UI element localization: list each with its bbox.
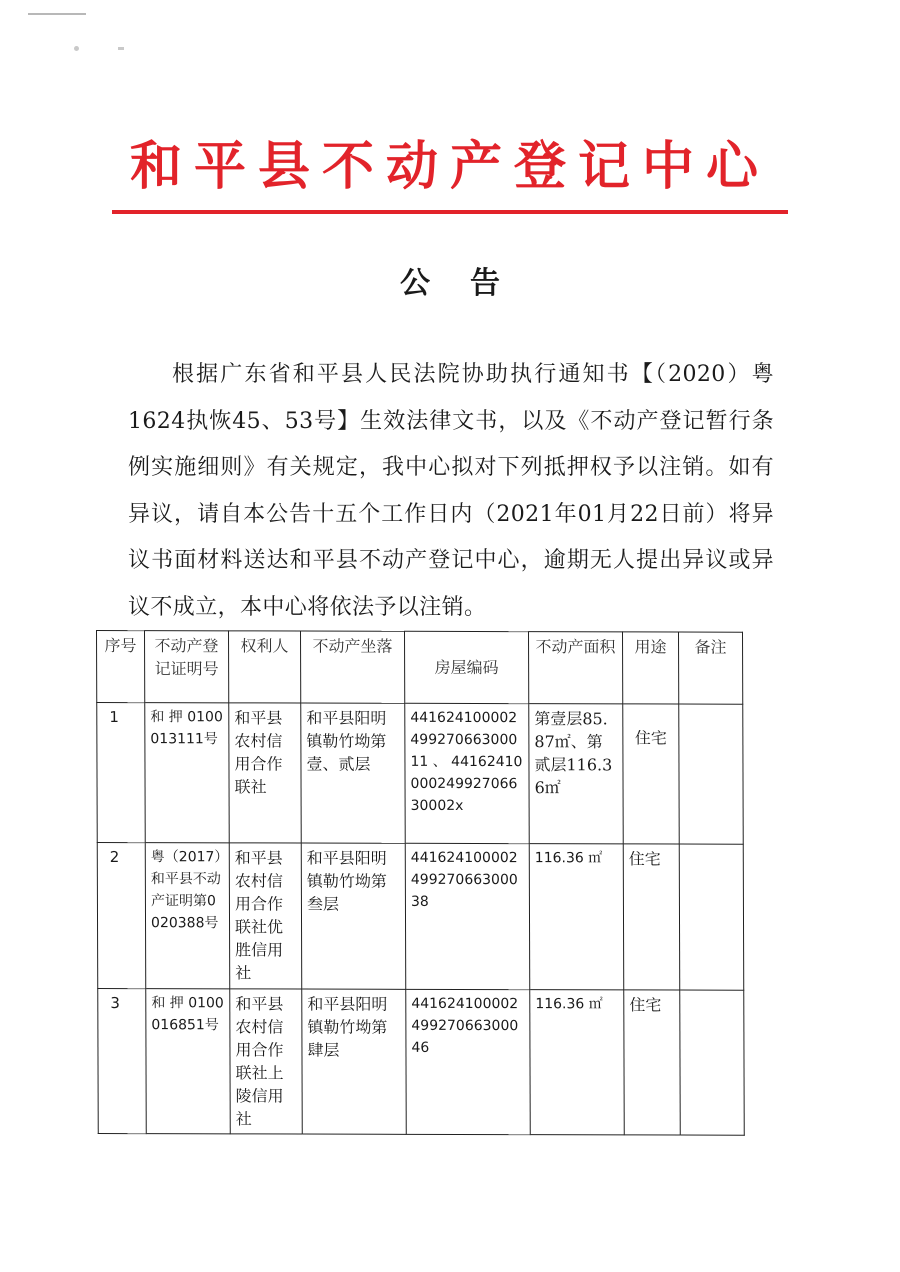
scan-artifact: [28, 13, 86, 15]
header-holder: 权利人: [229, 631, 301, 703]
row-location: 和平县阳明镇勒竹坳第叁层: [301, 843, 406, 989]
row-holder: 和平县农村信用合作联社上陵信用社: [230, 989, 303, 1134]
cancellation-table: [96, 630, 745, 1136]
notice-title: 公告: [400, 266, 540, 301]
header-seq: 序号: [97, 631, 145, 703]
table-row: [98, 989, 745, 1136]
table-row: [97, 703, 743, 845]
row-holder: 和平县农村信用合作联社: [229, 703, 301, 843]
row-holder: 和平县农村信用合作联社优胜信用社: [229, 843, 302, 989]
row-area: 116.36 ㎡: [530, 990, 625, 1135]
row-remark: [679, 844, 744, 990]
row-usage: 住宅: [624, 990, 681, 1135]
notice-body: 根据广东省和平县人民法院协助执行通知书【（2020）粤1624执恢45、53号】生效法律文书，以及《不动产登记暂行条例实施细则》有关规定，我中心拟对下列抵押权予以注销。如有异议，请自本公告十五个工作日内（2021年01月22日前）将异议书面材料送达和平县不动产登记中心，逾期无人提出异议或异议不成立，本中心将依法予以注销。: [128, 362, 774, 620]
row-area: 第壹层85.87㎡、第贰层116.36㎡: [529, 704, 623, 844]
header-area: 不动产面积: [528, 632, 622, 704]
row-location: 和平县阳明镇勒竹坳第壹、贰层: [301, 703, 405, 843]
header-remark: 备注: [678, 632, 742, 704]
row-house-code: 4416241000024992706630​0046: [406, 989, 531, 1134]
scan-artifact: [74, 46, 79, 51]
row-remark: [680, 990, 745, 1135]
header-cert: 不动产登记证明号: [145, 631, 229, 703]
row-cert: 和 押 0100013111号: [145, 703, 229, 843]
row-seq: 3: [98, 989, 147, 1134]
scan-artifact: [118, 47, 124, 50]
header-location: 不动产坐落: [301, 631, 405, 703]
row-usage: 住宅: [623, 704, 679, 844]
header-usage: 用途: [622, 632, 678, 704]
row-location: 和平县阳明镇勒竹坳第肆层: [302, 989, 407, 1134]
table-row: [97, 843, 744, 991]
header-house-code: 房屋编码: [404, 631, 528, 703]
row-house-code: 441624100002499270663000​11 、 441624100002499270663000​2x: [405, 703, 529, 843]
row-usage: 住宅: [623, 844, 680, 990]
row-house-code: 4416241000024992706630​0038: [405, 843, 530, 989]
row-seq: 2: [97, 843, 146, 989]
row-area: 116.36 ㎡: [529, 844, 624, 990]
letterhead-red-rule: [112, 210, 788, 214]
letterhead-org-name: 和平县不动产登记中心: [129, 136, 770, 197]
table-header-row: [97, 631, 743, 705]
row-cert: 和 押 0100016851号: [146, 989, 231, 1134]
row-remark: [679, 704, 743, 844]
row-cert: 粤（2017）和平县不动产证明第0020388号: [145, 843, 230, 989]
row-seq: 1: [97, 703, 145, 843]
